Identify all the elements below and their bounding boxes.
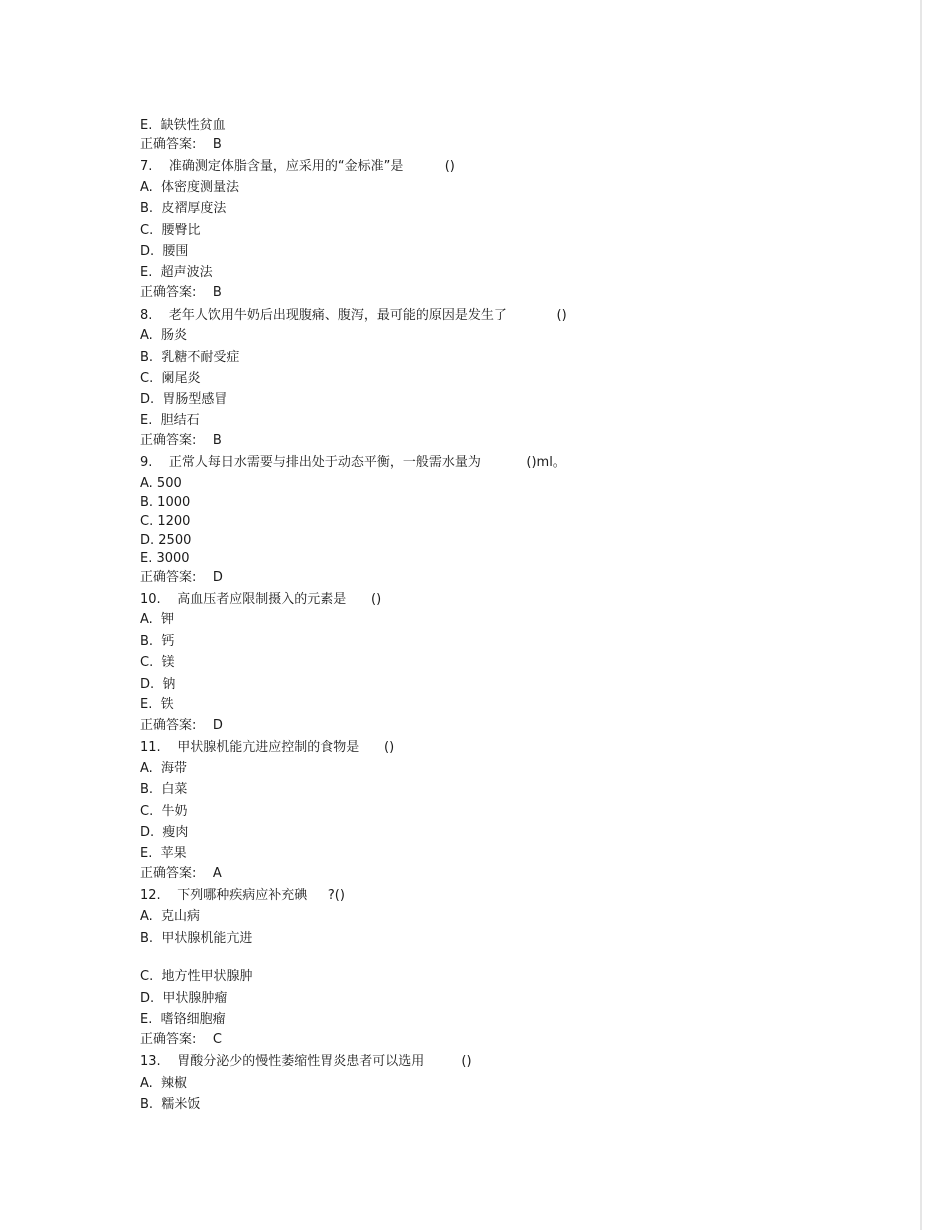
option-line: E. 缺铁性贫血: [140, 118, 226, 133]
option-line: B. 甲状腺机能亢进: [140, 931, 253, 946]
option-line: B. 1000: [140, 495, 191, 510]
option-line: B. 皮褶厚度法: [140, 201, 227, 216]
option-line: A. 肠炎: [140, 328, 188, 343]
option-line: D. 甲状腺肿瘤: [140, 991, 228, 1006]
option-line: D. 腰围: [140, 244, 189, 259]
option-line: B. 乳糖不耐受症: [140, 350, 240, 365]
option-line: A. 克山病: [140, 909, 201, 924]
question-line: 8. 老年人饮用牛奶后出现腹痛、腹泻，最可能的原因是发生了 (): [140, 308, 567, 323]
option-line: D. 瘦肉: [140, 825, 189, 840]
answer-line: 正确答案: D: [140, 718, 223, 733]
answer-line: 正确答案: C: [140, 1032, 222, 1047]
option-line: D. 胃肠型感冒: [140, 392, 228, 407]
question-line: 13. 胃酸分泌少的慢性萎缩性胃炎患者可以选用 (): [140, 1054, 472, 1069]
answer-line: 正确答案: B: [140, 137, 222, 152]
question-line: 10. 高血压者应限制摄入的元素是 (): [140, 592, 382, 607]
question-line: 12. 下列哪种疾病应补充碘 ?(): [140, 888, 345, 903]
option-line: C. 地方性甲状腺肿: [140, 969, 253, 984]
option-line: D. 钠: [140, 677, 176, 692]
option-line: B. 糯米饭: [140, 1097, 201, 1112]
answer-line: 正确答案: B: [140, 285, 222, 300]
question-line: 9. 正常人每日水需要与排出处于动态平衡，一般需水量为 ()ml。: [140, 455, 566, 470]
question-line: 7. 准确测定体脂含量，应采用的“金标准”是 (): [140, 159, 455, 174]
option-line: E. 胆结石: [140, 413, 200, 428]
option-line: E. 苹果: [140, 846, 187, 861]
option-line: C. 1200: [140, 514, 191, 529]
option-line: B. 白菜: [140, 782, 188, 797]
option-line: A. 辣椒: [140, 1076, 188, 1091]
option-line: E. 铁: [140, 697, 174, 712]
answer-line: 正确答案: D: [140, 570, 223, 585]
option-line: B. 钙: [140, 634, 175, 649]
option-line: C. 牛奶: [140, 804, 188, 819]
answer-line: 正确答案: B: [140, 433, 222, 448]
option-line: A. 体密度测量法: [140, 180, 240, 195]
option-line: A. 海带: [140, 761, 188, 776]
option-line: E. 3000: [140, 551, 190, 566]
answer-line: 正确答案: A: [140, 866, 222, 881]
option-line: C. 腰臀比: [140, 223, 201, 238]
question-line: 11. 甲状腺机能亢进应控制的食物是 (): [140, 740, 395, 755]
option-line: C. 镁: [140, 655, 175, 670]
option-line: E. 嗜铬细胞瘤: [140, 1012, 226, 1027]
option-line: A. 钾: [140, 612, 175, 627]
option-line: C. 阑尾炎: [140, 371, 201, 386]
option-line: D. 2500: [140, 533, 192, 548]
option-line: A. 500: [140, 476, 182, 491]
option-line: E. 超声波法: [140, 265, 213, 280]
